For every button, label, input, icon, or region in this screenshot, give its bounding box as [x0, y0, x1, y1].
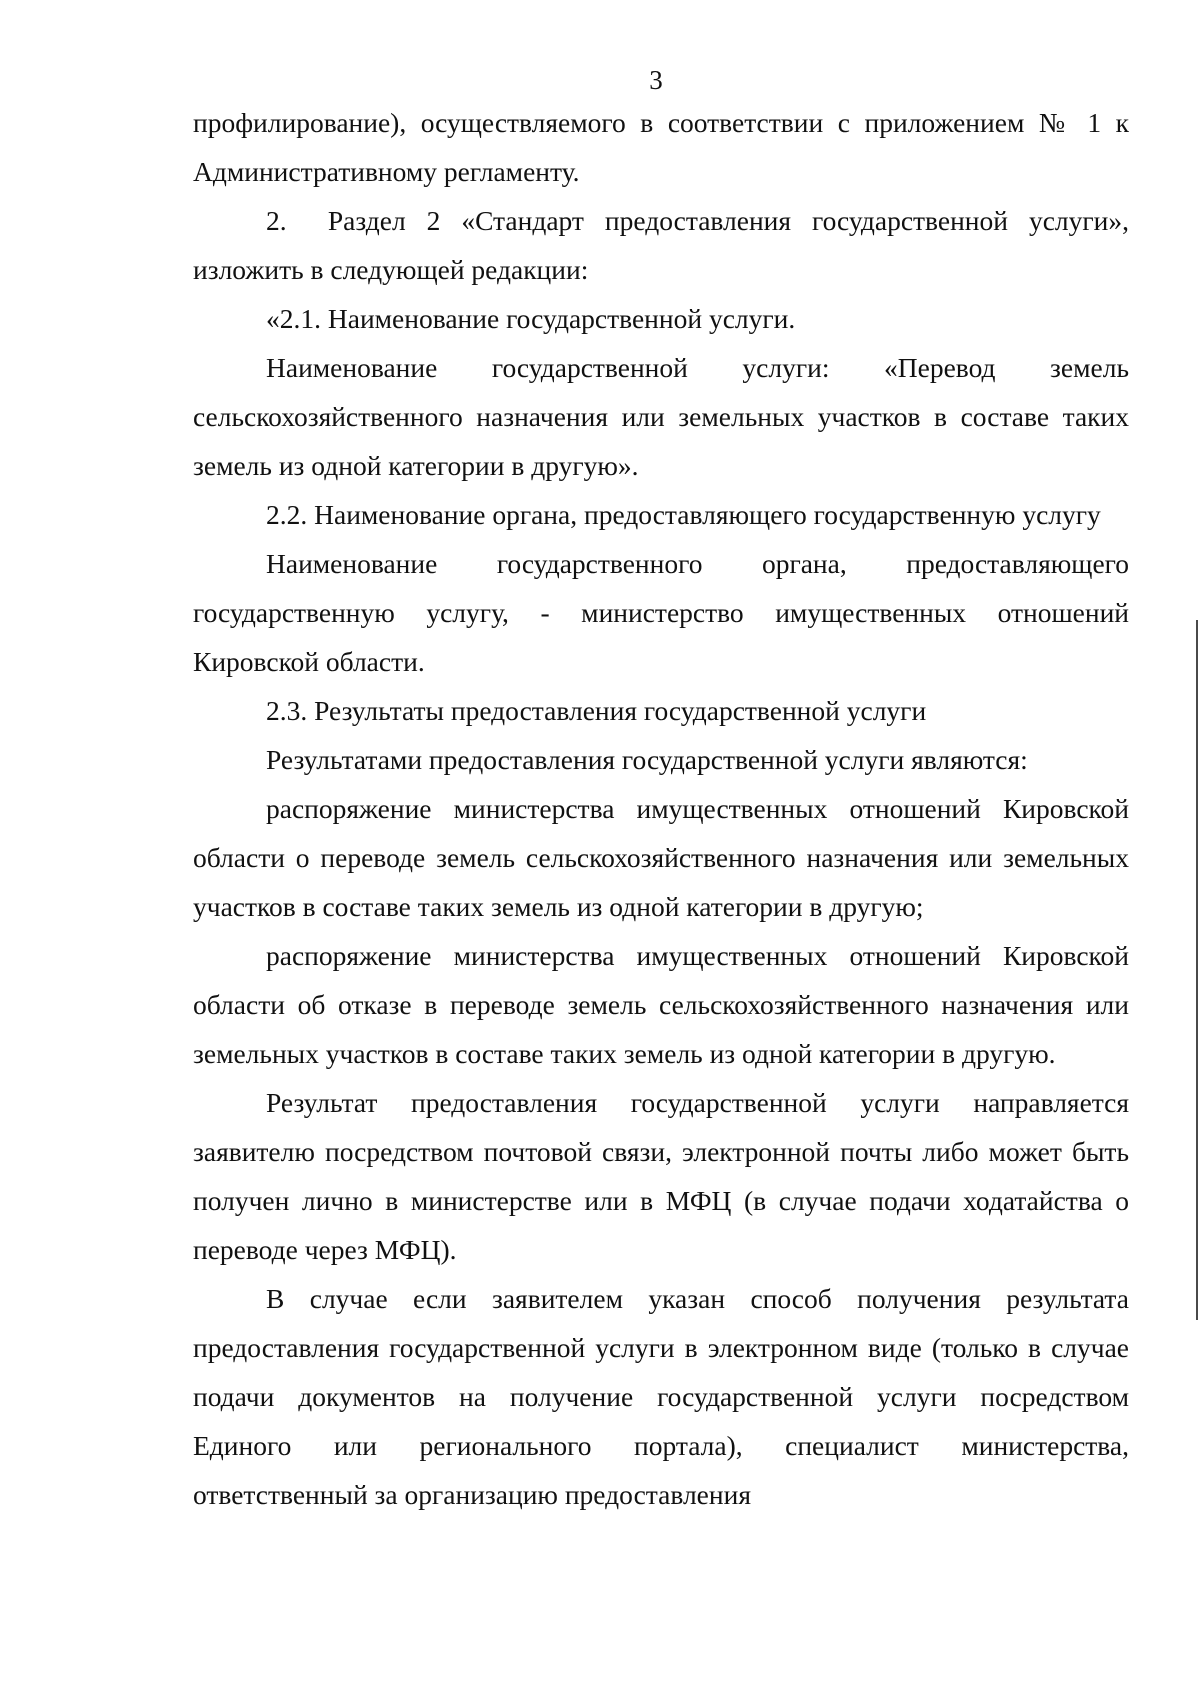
page-number: 3 [649, 65, 663, 95]
section-heading-2-2: 2.2. Наименование органа, предоставляющего государственную услугу [266, 499, 1101, 530]
paragraph-result-refusal: распоряжение министерства имущественных отношений Кировской области об отказе в переводе земель сельскохозяйственного назначения или земельных участков в составе таких земель из одной категории в другую. [193, 940, 1129, 1069]
section-heading-2-1: «2.1. Наименование государственной услуги. [266, 303, 796, 334]
paragraph-results-intro: Результатами предоставления государственной услуги являются: [266, 744, 1028, 775]
paragraph-service-name: Наименование государственной услуги: «Перевод земель сельскохозяйственного назначения или земельных участков в составе таких земель из одной категории в другую». [193, 352, 1129, 481]
document-body [193, 98, 1129, 1519]
section-heading-2-3: 2.3. Результаты предоставления государственной услуги [266, 695, 927, 726]
paragraph-authority-name: Наименование государственного органа, предоставляющего государственную услугу, - министерство имущественных отношений Кировской области. [193, 548, 1129, 677]
paragraph-item-2: 2. Раздел 2 «Стандарт предоставления государственной услуги», изложить в следующей редакции: [193, 205, 1129, 285]
paragraph-electronic-result: В случае если заявителем указан способ получения результата предоставления государственной услуги в электронном виде (только в случае подачи документов на получение государственной услуги посредством Единого или регионального портала), специалист министерства, ответственный за организацию предоставления [193, 1283, 1129, 1510]
paragraph-result-transfer: распоряжение министерства имущественных отношений Кировской области о переводе земель сельскохозяйственного назначения или земельных участков в составе таких земель из одной категории в другую; [193, 793, 1129, 922]
paragraph-continuation: профилирование), осуществляемого в соответствии с приложением № 1 к Административному регламенту. [193, 107, 1129, 187]
paragraph-result-delivery: Результат предоставления государственной услуги направляется заявителю посредством почтовой связи, электронной почты либо может быть получен лично в министерстве или в МФЦ (в случае подачи ходатайства о переводе через МФЦ). [193, 1087, 1129, 1265]
scan-edge-line [1196, 620, 1198, 1320]
